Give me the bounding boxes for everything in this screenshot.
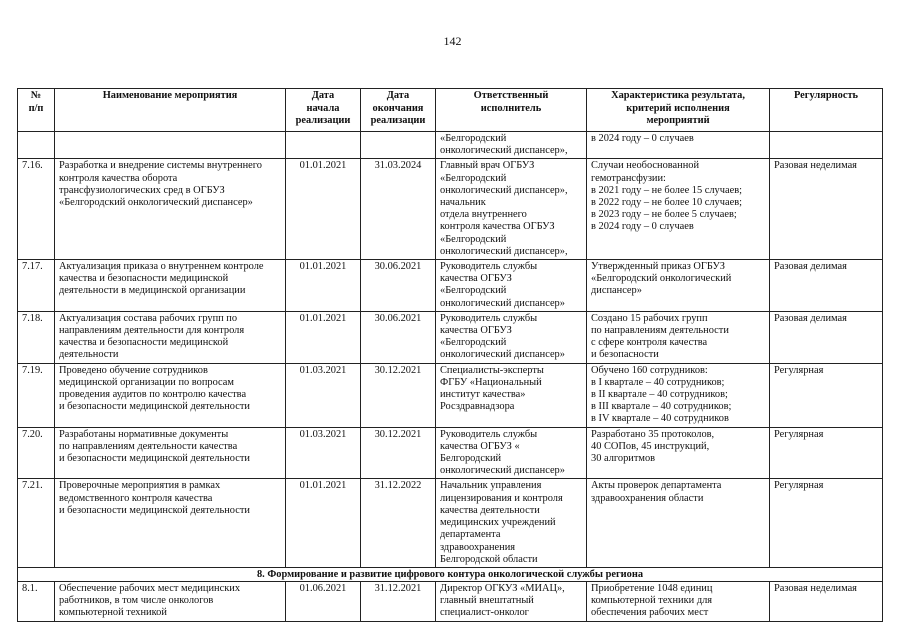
- row-name: Разработаны нормативные документы по направлениям деятельности качества и безопасности медицинской деятельности: [55, 427, 286, 479]
- row-name: Актуализация состава рабочих групп по направлениям деятельности для контроля качества и безопасности медицинской деятельности: [55, 311, 286, 363]
- row-start-date: 01.03.2021: [286, 427, 361, 479]
- row-name: Проведено обучение сотрудников медицинской организации по вопросам проведения аудитов по контролю качества и безопасности медицинской деятельности: [55, 363, 286, 427]
- row-executor: Руководитель службы качества ОГБУЗ «Белгородский онкологический диспансер»: [436, 260, 587, 312]
- row-end-date: 30.12.2021: [361, 363, 436, 427]
- row-result: Приобретение 1048 единиц компьютерной техники для обеспечения рабочих мест: [587, 581, 770, 621]
- table-row: [18, 260, 883, 312]
- row-num: 7.20.: [18, 427, 55, 479]
- row-name: Разработка и внедрение системы внутреннего контроля качества оборота трансфузиологических сред в ОГБУЗ «Белгородский онкологический диспансер»: [55, 159, 286, 260]
- table-row: [18, 427, 883, 479]
- table-row: [18, 311, 883, 363]
- table-row: [18, 159, 883, 260]
- header-executor: Ответственный исполнитель: [436, 89, 587, 132]
- row-num: 7.16.: [18, 159, 55, 260]
- row-result: Обучено 160 сотрудников: в I квартале – 40 сотрудников; в II квартале – 40 сотрудников; в III квартале – 40 сотрудников; в IV квартале – 40 сотрудников: [587, 363, 770, 427]
- row-executor: Специалисты-эксперты ФГБУ «Национальный институт качества» Росздравнадзора: [436, 363, 587, 427]
- row-executor: Главный врач ОГБУЗ «Белгородский онкологический диспансер», начальник отдела внутреннего контроля качества ОГБУЗ «Белгородский онкологический диспансер»,: [436, 159, 587, 260]
- row-num: 7.18.: [18, 311, 55, 363]
- table-row: [18, 363, 883, 427]
- row-name: Проверочные мероприятия в рамках ведомственного контроля качества и безопасности медицинской деятельности: [55, 479, 286, 567]
- row-start-date: 01.06.2021: [286, 581, 361, 621]
- row-num: 8.1.: [18, 581, 55, 621]
- row-num: 7.21.: [18, 479, 55, 567]
- row-result: Создано 15 рабочих групп по направлениям деятельности с сфере контроля качества и безопасности: [587, 311, 770, 363]
- section-row: [18, 567, 883, 581]
- row-result: Утвержденный приказ ОГБУЗ «Белгородский онкологический диспансер»: [587, 260, 770, 312]
- row-end-date: 31.03.2024: [361, 159, 436, 260]
- row-result: в 2024 году – 0 случаев: [587, 132, 770, 159]
- row-name: Актуализация приказа о внутреннем контроле качества и безопасности медицинской деятельности в медицинской организации: [55, 260, 286, 312]
- row-regularity: Регулярная: [770, 427, 883, 479]
- row-executor: «Белгородский онкологический диспансер»,: [436, 132, 587, 159]
- row-result: Разработано 35 протоколов, 40 СОПов, 45 инструкций, 30 алгоритмов: [587, 427, 770, 479]
- row-executor: Руководитель службы качества ОГБУЗ «Белгородский онкологический диспансер»: [436, 311, 587, 363]
- row-regularity: Разовая неделимая: [770, 159, 883, 260]
- header-result: Характеристика результата, критерий исполнения мероприятий: [587, 89, 770, 132]
- row-start-date: 01.01.2021: [286, 260, 361, 312]
- row-result: Акты проверок департамента здравоохранения области: [587, 479, 770, 567]
- row-start-date: 01.01.2021: [286, 159, 361, 260]
- table-row: [18, 479, 883, 567]
- row-executor: Директор ОГКУЗ «МИАЦ», главный внештатный специалист-онколог: [436, 581, 587, 621]
- section-title: 8. Формирование и развитие цифрового контура онкологической службы региона: [18, 567, 883, 581]
- row-start-date: 01.03.2021: [286, 363, 361, 427]
- row-regularity: Разовая делимая: [770, 260, 883, 312]
- row-end-date: 30.06.2021: [361, 260, 436, 312]
- header-end-date: Дата окончания реализации: [361, 89, 436, 132]
- table-row: [18, 581, 883, 621]
- row-start-date: 01.01.2021: [286, 479, 361, 567]
- activities-table: [17, 88, 883, 622]
- row-name: Обеспечение рабочих мест медицинских работников, в том числе онкологов компьютерной техникой: [55, 581, 286, 621]
- header-start-date: Дата начала реализации: [286, 89, 361, 132]
- row-start-date: 01.01.2021: [286, 311, 361, 363]
- row-executor: Начальник управления лицензирования и контроля качества деятельности медицинских учреждений департамента здравоохранения Белгородской области: [436, 479, 587, 567]
- table-row: [18, 132, 883, 159]
- row-end-date: 31.12.2021: [361, 581, 436, 621]
- row-end-date: 30.12.2021: [361, 427, 436, 479]
- header-num: № п/п: [18, 89, 55, 132]
- row-num: 7.19.: [18, 363, 55, 427]
- row-num: 7.17.: [18, 260, 55, 312]
- row-result: Случаи необоснованной гемотрансфузии: в 2021 году – не более 15 случаев; в 2022 году – не более 10 случаев; в 2023 году – не более 5 случаев; в 2024 году – 0 случаев: [587, 159, 770, 260]
- row-regularity: Регулярная: [770, 479, 883, 567]
- header-row: [18, 89, 883, 132]
- page-number: 142: [443, 34, 462, 48]
- header-regularity: Регулярность: [770, 89, 883, 132]
- row-regularity: Разовая неделимая: [770, 581, 883, 621]
- header-name: Наименование мероприятия: [55, 89, 286, 132]
- row-regularity: Разовая делимая: [770, 311, 883, 363]
- row-end-date: 31.12.2022: [361, 479, 436, 567]
- row-regularity: Регулярная: [770, 363, 883, 427]
- row-end-date: 30.06.2021: [361, 311, 436, 363]
- row-executor: Руководитель службы качества ОГБУЗ « Белгородский онкологический диспансер»: [436, 427, 587, 479]
